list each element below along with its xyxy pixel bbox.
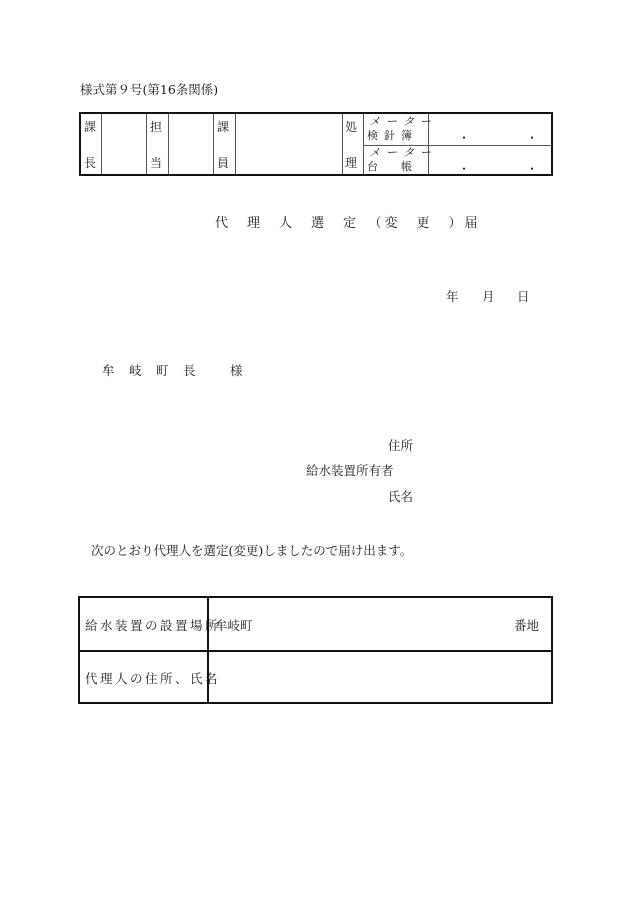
agent-address-name-label: 代理人の住所、氏名 — [85, 671, 221, 686]
installation-location-suffix: 番地 — [513, 618, 539, 633]
chief-stamp-field[interactable] — [102, 114, 146, 174]
processing-label-top: 処 — [345, 120, 358, 134]
member-stamp-field[interactable] — [236, 114, 342, 174]
divider — [342, 114, 343, 174]
meter-ledger-line1: メーター — [369, 146, 437, 159]
meter-ledger-line2: 台 帳 — [367, 160, 418, 173]
member-label-bottom: 員 — [217, 156, 230, 170]
staff-label-top: 担 — [150, 120, 163, 134]
installation-location-town: 牟岐町 — [215, 618, 253, 633]
addressee-name: 牟 岐 町 長 — [102, 363, 197, 378]
addressee-honorific: 様 — [230, 363, 243, 378]
member-label-top: 課 — [217, 120, 230, 134]
date-year-label: 年 — [446, 289, 459, 304]
meter-reading-book-date[interactable]: ・ ・ — [458, 131, 561, 145]
meter-ledger-date[interactable]: ・ ・ — [458, 162, 561, 176]
applicant-address-label: 住所 — [388, 438, 414, 453]
agent-address-name-field[interactable] — [210, 652, 551, 702]
form-number: 様式第９号(第16条関係) — [80, 82, 219, 97]
meter-reading-book-line1: メーター — [369, 115, 437, 128]
applicant-role-label: 給水装置所有者 — [306, 463, 394, 478]
details-table — [78, 596, 553, 704]
date-month-label: 月 — [482, 289, 495, 304]
processing-label-bottom: 理 — [345, 156, 358, 170]
date-day-label: 日 — [517, 289, 530, 304]
chief-label-top: 課 — [84, 120, 97, 134]
document-title: 代 理 人 選 定 （変 更 ）届 — [215, 216, 481, 231]
statement-text: 次のとおり代理人を選定(変更)しましたので届け出ます。 — [91, 543, 413, 558]
divider — [146, 114, 147, 174]
chief-label-bottom: 長 — [84, 156, 97, 170]
divider — [213, 114, 214, 174]
applicant-name-label: 氏名 — [388, 489, 414, 504]
installation-location-field[interactable] — [210, 598, 551, 650]
staff-stamp-field[interactable] — [169, 114, 213, 174]
divider — [363, 114, 364, 174]
meter-reading-book-line2: 検針簿 — [367, 129, 418, 142]
installation-location-label: 給水装置の設置場所 — [85, 618, 221, 633]
staff-label-bottom: 当 — [150, 156, 163, 170]
approval-table — [79, 112, 561, 176]
